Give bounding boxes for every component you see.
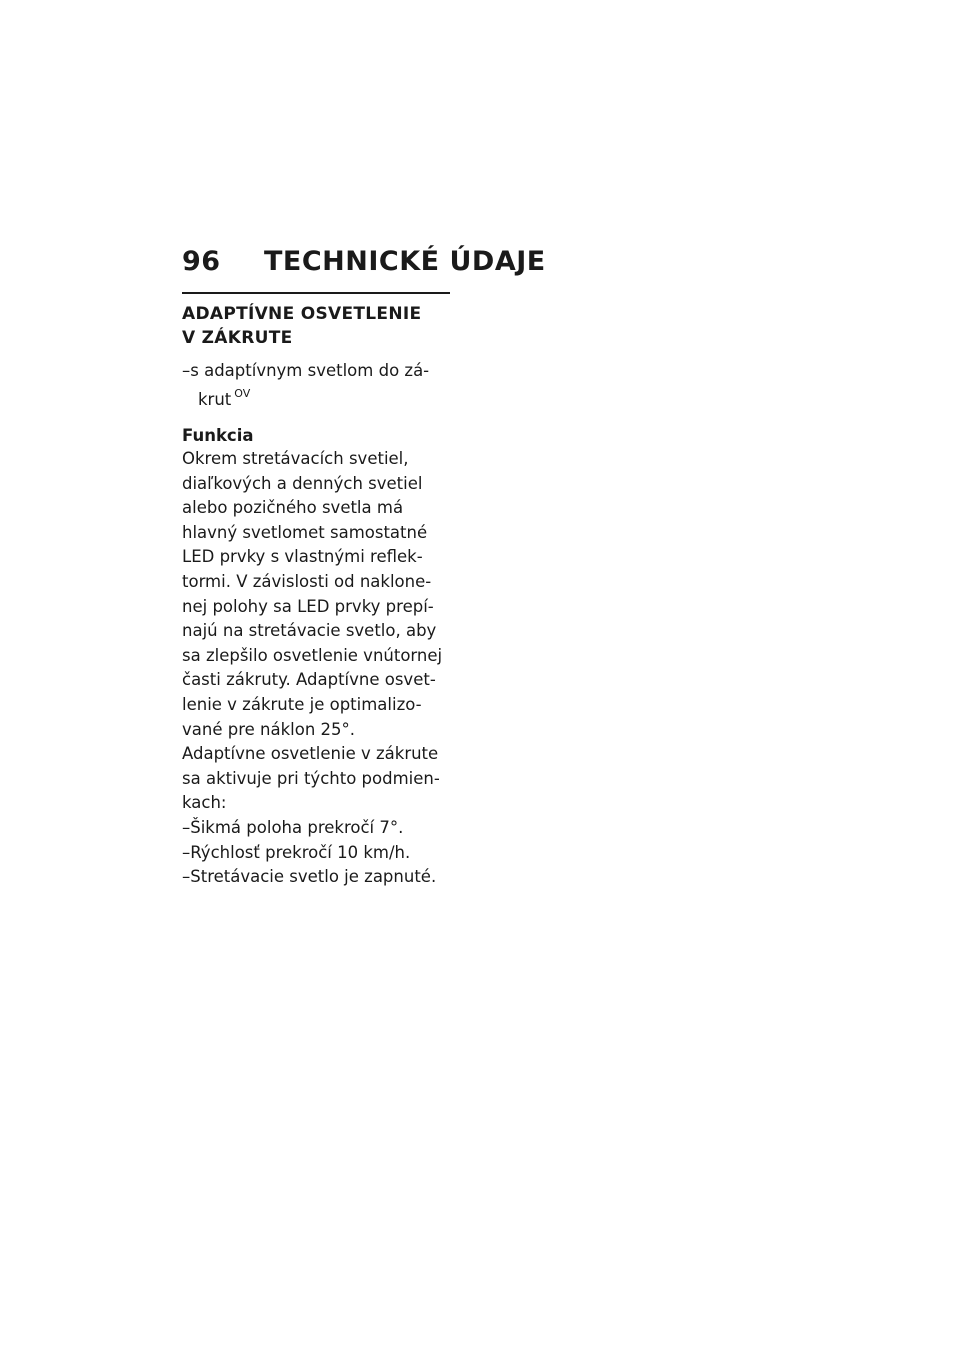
equipment-line-text: krut (198, 390, 232, 409)
paragraph-line: diaľkových a denných svetiel (182, 473, 423, 493)
equipment-note (182, 359, 450, 411)
equipment-line: –s adaptívnym svetlom do zá- (182, 361, 430, 380)
paragraph-line: lenie v zákrute je optimalizo- (182, 694, 422, 714)
paragraph-line: nej polohy sa LED prvky prepí- (182, 596, 434, 616)
function-paragraph (182, 447, 450, 742)
section-title-line: V ZÁKRUTE (182, 328, 293, 348)
conditions-list (182, 816, 450, 890)
activation-paragraph (182, 742, 450, 816)
paragraph-line: LED prvky s vlastnými reflek- (182, 547, 423, 567)
equipment-mark: OV (234, 387, 251, 400)
chapter-title: TECHNICKÉ ÚDAJE (264, 246, 546, 277)
section-divider (182, 292, 450, 294)
page-header (182, 244, 546, 280)
section-title (182, 302, 450, 350)
function-title: Funkcia (182, 426, 254, 445)
paragraph-line: alebo pozičného svetla má (182, 498, 404, 518)
activation-line: Adaptívne osvetlenie v zákrute (182, 744, 439, 764)
paragraph-line: tormi. V závislosti od naklone- (182, 571, 432, 591)
paragraph-line: hlavný svetlomet samostatné (182, 522, 428, 542)
condition-item: –Rýchlosť prekročí 10 km/h. (182, 842, 411, 862)
page-number: 96 (182, 246, 221, 277)
equipment-line-2 (182, 382, 450, 411)
section-title-line: ADAPTÍVNE OSVETLENIE (182, 304, 422, 324)
paragraph-line: vané pre náklon 25°. (182, 719, 356, 739)
paragraph-line: Okrem stretávacích svetiel, (182, 449, 409, 468)
activation-line: kach: (182, 793, 227, 813)
condition-item: –Šikmá poloha prekročí 7°. (182, 817, 404, 837)
paragraph-line: časti zákruty. Adaptívne osvet- (182, 670, 436, 690)
condition-item: –Stretávacie svetlo je zapnuté. (182, 867, 437, 887)
paragraph-line: najú na stretávacie svetlo, aby (182, 621, 437, 641)
activation-line: sa aktivuje pri týchto podmien- (182, 768, 440, 788)
content-column (182, 292, 450, 890)
paragraph-line: sa zlepšilo osvetlenie vnútornej (182, 645, 443, 665)
